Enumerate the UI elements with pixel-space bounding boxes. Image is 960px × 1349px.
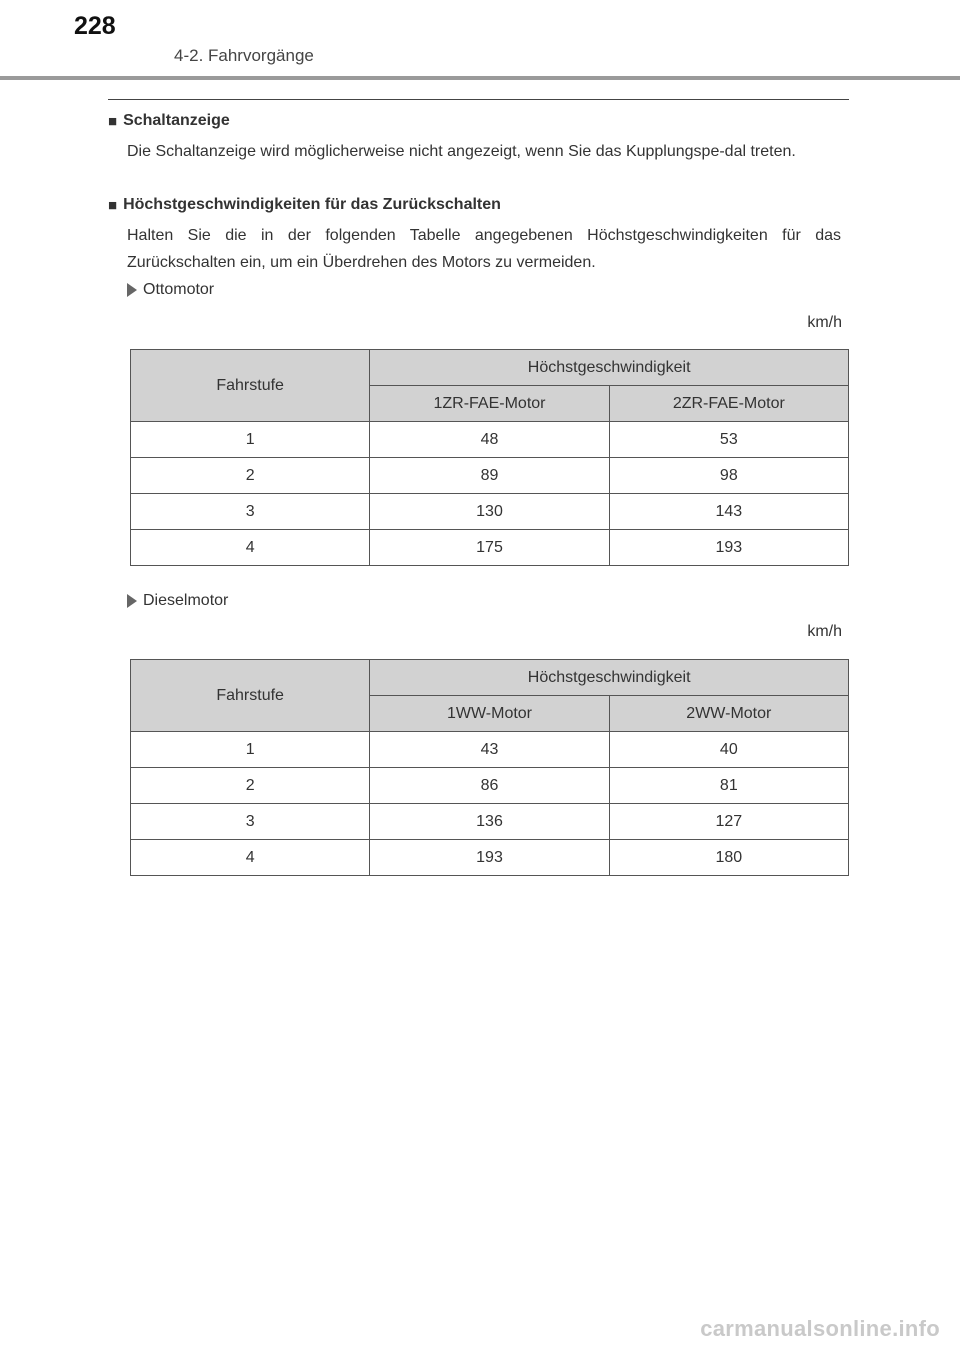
page-header xyxy=(0,0,960,80)
table-row xyxy=(131,768,849,804)
table-row xyxy=(131,804,849,840)
table-row xyxy=(131,458,849,494)
header-gear: Fahrstufe xyxy=(131,660,370,732)
content-divider xyxy=(108,99,849,100)
triangle-bullet-icon xyxy=(127,283,137,297)
table-row xyxy=(131,840,849,876)
header-engine: 2ZR-FAE-Motor xyxy=(609,386,848,422)
paragraph-max-speeds: Halten Sie die in der folgenden Tabelle angegebenen Höchstgeschwindigkeiten für das Zurückschalten ein, um ein Überdrehen des Motors zu vermeiden. xyxy=(127,227,841,271)
cell-gear: 1 xyxy=(131,732,370,768)
heading-max-speeds xyxy=(108,196,501,214)
table-row xyxy=(131,494,849,530)
unit-label-diesel: km/h xyxy=(807,623,842,640)
bullet-diesel xyxy=(127,592,228,610)
cell-speed: 130 xyxy=(370,494,609,530)
cell-speed: 127 xyxy=(609,804,848,840)
cell-gear: 1 xyxy=(131,422,370,458)
square-bullet-icon: ■ xyxy=(108,112,118,130)
triangle-bullet-icon xyxy=(127,594,137,608)
cell-gear: 4 xyxy=(131,840,370,876)
cell-gear: 4 xyxy=(131,530,370,566)
cell-gear: 3 xyxy=(131,804,370,840)
cell-speed: 86 xyxy=(370,768,609,804)
cell-speed: 180 xyxy=(609,840,848,876)
cell-speed: 175 xyxy=(370,530,609,566)
cell-speed: 43 xyxy=(370,732,609,768)
table-row xyxy=(131,530,849,566)
table-row xyxy=(131,422,849,458)
paragraph-shift-indicator: Die Schaltanzeige wird möglicherweise nicht angezeigt, wenn Sie das Kupplungspe-dal treten. xyxy=(127,143,796,160)
table-row xyxy=(131,732,849,768)
header-max-speed: Höchstgeschwindigkeit xyxy=(370,350,849,386)
header-max-speed: Höchstgeschwindigkeit xyxy=(370,660,849,696)
heading-shift-indicator xyxy=(108,112,230,130)
cell-speed: 143 xyxy=(609,494,848,530)
cell-speed: 40 xyxy=(609,732,848,768)
watermark: carmanualsonline.info xyxy=(700,1316,940,1341)
bullet-petrol xyxy=(127,281,214,299)
bullet-label: Ottomotor xyxy=(143,281,215,298)
section-title: 4-2. Fahrvorgänge xyxy=(174,46,314,65)
heading-text: Schaltanzeige xyxy=(123,112,230,129)
header-gear: Fahrstufe xyxy=(131,350,370,422)
cell-gear: 2 xyxy=(131,458,370,494)
cell-speed: 136 xyxy=(370,804,609,840)
square-bullet-icon: ■ xyxy=(108,196,118,214)
unit-label-petrol: km/h xyxy=(807,314,842,331)
header-engine: 2WW-Motor xyxy=(609,696,848,732)
header-engine: 1ZR-FAE-Motor xyxy=(370,386,609,422)
bullet-label: Dieselmotor xyxy=(143,592,229,609)
cell-gear: 2 xyxy=(131,768,370,804)
cell-gear: 3 xyxy=(131,494,370,530)
page-number: 228 xyxy=(74,12,116,40)
speed-table-diesel xyxy=(130,659,849,876)
cell-speed: 193 xyxy=(370,840,609,876)
cell-speed: 81 xyxy=(609,768,848,804)
heading-text: Höchstgeschwindigkeiten für das Zurückschalten xyxy=(123,196,501,213)
header-divider xyxy=(0,76,960,80)
header-engine: 1WW-Motor xyxy=(370,696,609,732)
speed-table-petrol xyxy=(130,349,849,566)
cell-speed: 193 xyxy=(609,530,848,566)
cell-speed: 98 xyxy=(609,458,848,494)
cell-speed: 48 xyxy=(370,422,609,458)
cell-speed: 89 xyxy=(370,458,609,494)
cell-speed: 53 xyxy=(609,422,848,458)
